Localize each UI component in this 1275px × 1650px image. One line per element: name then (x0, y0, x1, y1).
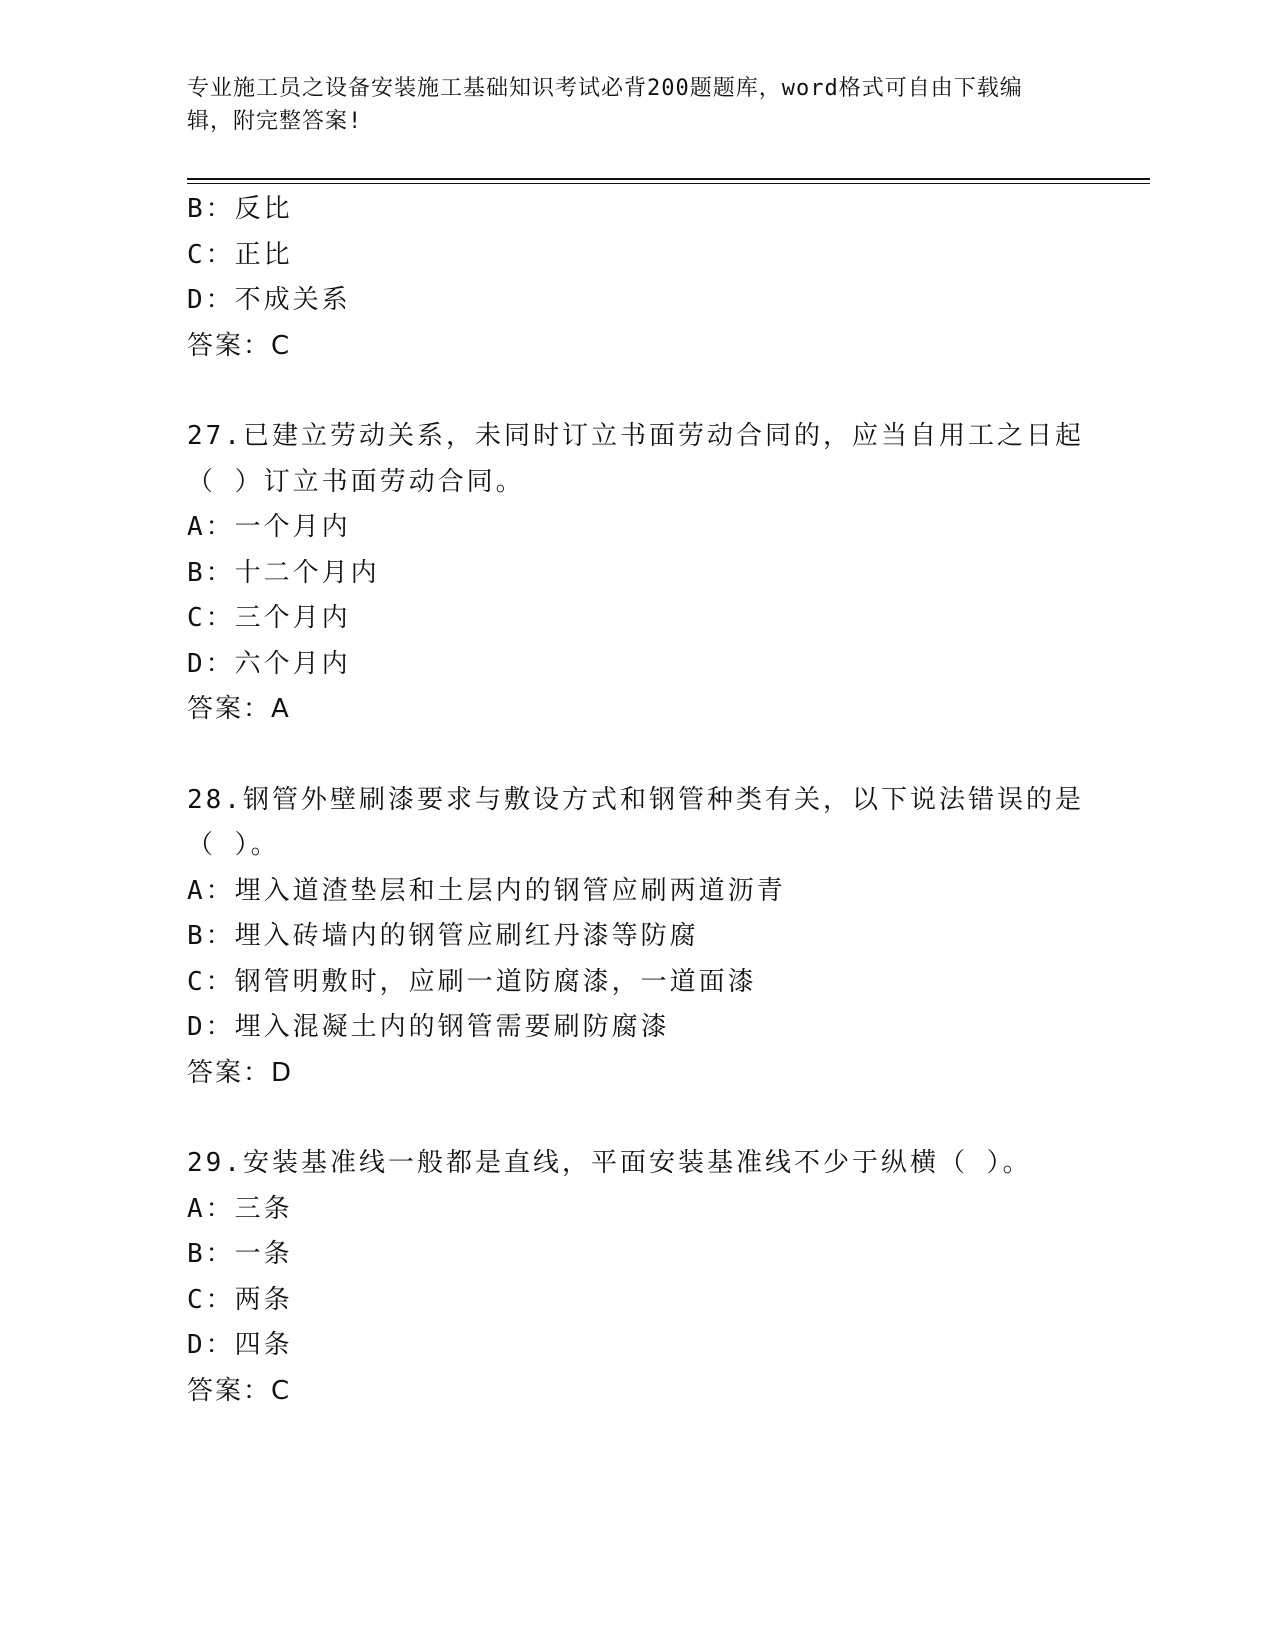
question-content (187, 187, 1084, 1414)
option-d: D：六个月内 (187, 648, 351, 679)
answer-line: 答案：C (187, 1375, 292, 1406)
option-b: B：一条 (187, 1239, 293, 1269)
carryover-question (187, 187, 1077, 369)
question-29 (187, 1141, 1077, 1414)
option-d: D：埋入混凝土内的钢管需要刷防腐漆 (187, 1012, 670, 1042)
option-c: C：两条 (187, 1284, 293, 1315)
answer-line: 答案：A (187, 694, 291, 724)
option-d: D：不成关系 (187, 285, 351, 315)
question-stem: 27.已建立劳动关系，未同时订立书面劳动合同的，应当自用工之日起 (187, 421, 1084, 451)
option-c: C：三个月内 (187, 603, 351, 633)
question-28 (187, 778, 1084, 1097)
option-b: B：十二个月内 (187, 557, 380, 588)
answer-line: 答案：C (187, 330, 292, 361)
header-rule-thick (187, 178, 1150, 180)
question-stem: 28.钢管外壁刷漆要求与敷设方式和钢管种类有关，以下说法错误的是 (187, 784, 1084, 815)
option-a: A：三条 (187, 1193, 293, 1224)
question-stem: 29.安装基准线一般都是直线，平面安装基准线不少于纵横（ ）。 (187, 1148, 1032, 1178)
option-a: A：一个月内 (187, 512, 351, 542)
option-d: D：四条 (187, 1330, 293, 1360)
answer-line: 答案：D (187, 1057, 294, 1088)
option-b: B：反比 (187, 194, 293, 224)
option-b: B：埋入砖墙内的钢管应刷红丹漆等防腐 (187, 921, 699, 951)
question-stem-cont: （ ）。 (187, 830, 280, 860)
question-27 (187, 414, 1084, 733)
option-c: C：正比 (187, 239, 293, 270)
option-c: C：钢管明敷时，应刷一道防腐漆，一道面漆 (187, 966, 757, 997)
header-title: 专业施工员之设备安装施工基础知识考试必背200题题库，word格式可自由下载编辑，附完整答案! (187, 76, 1023, 134)
header-rule-thin (187, 183, 1150, 184)
question-stem-cont: （ ）订立书面劳动合同。 (187, 466, 525, 497)
option-a: A：埋入道渣垫层和土层内的钢管应刷两道沥青 (187, 875, 786, 906)
page-header (187, 72, 1067, 138)
